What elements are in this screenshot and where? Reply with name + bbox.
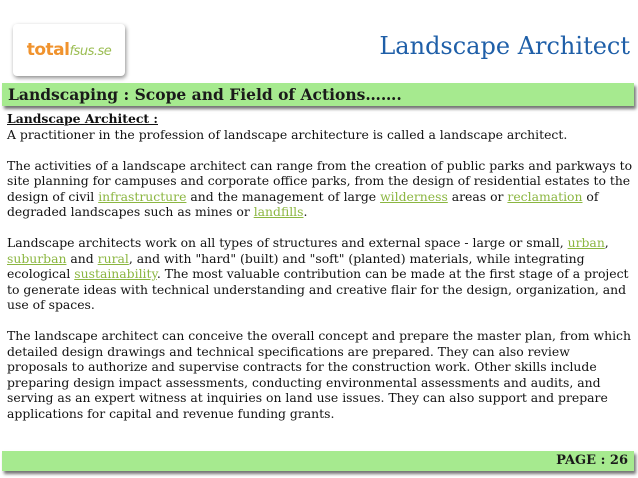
- text-span: ,: [604, 235, 609, 250]
- paragraph-activities: [7, 158, 633, 220]
- text-span: , and with "hard" (built) and "soft" (planted) materials, while integrating ecological: [7, 250, 585, 281]
- text-span: The activities of a landscape architect can range from the creation of public parks and parkways to site planning for campuses and corporate office parks, from the design of residential estates to the design of civil: [7, 157, 633, 204]
- section-heading-bar: [2, 83, 634, 106]
- text-span: .: [303, 204, 308, 219]
- main-content: [7, 111, 633, 421]
- logo-text-part1: total: [26, 40, 70, 60]
- link-rural[interactable]: rural: [97, 250, 129, 266]
- footer-bar: [2, 451, 634, 471]
- link-wilderness[interactable]: wilderness: [380, 188, 448, 204]
- text-span: and: [66, 250, 98, 266]
- link-infrastructure[interactable]: infrastructure: [98, 188, 187, 204]
- subheading: Landscape Architect :: [7, 111, 158, 126]
- page-title: Landscape Architect: [379, 32, 630, 60]
- logo-text: [27, 40, 112, 60]
- section-heading: Landscaping : Scope and Field of Actions…….: [8, 85, 402, 104]
- link-sustainability[interactable]: sustainability: [74, 266, 157, 281]
- paragraph-intro: [7, 111, 633, 142]
- link-suburban[interactable]: suburban: [7, 250, 67, 266]
- link-reclamation[interactable]: reclamation: [507, 188, 583, 204]
- paragraph-master-plan: The landscape architect can conceive the overall concept and prepare the master plan, from which detailed design drawings and technical specifications are prepared. They can also review proposals to authorize and supervise contracts for the construction work. Other skills include preparing design impact assessments, conducting environmental assessments and audits, and serving as an expert witness at inquiries on land use issues. They can also support and prepare applications for capital and revenue funding grants.: [7, 328, 631, 421]
- text-span: . The most valuable contribution can be made at the first stage of a project to generate ideas with technical understanding and creative flair for the design, organization, and use of spaces.: [7, 266, 629, 312]
- text-span: Landscape architects work on all types of structures and external space - large or small,: [7, 235, 568, 250]
- intro-text: A practitioner in the profession of landscape architecture is called a landscape architect.: [7, 126, 568, 142]
- text-span: areas or: [447, 188, 508, 204]
- paragraph-structures: [7, 235, 633, 313]
- logo: [13, 24, 125, 76]
- text-span: of degraded landscapes such as mines or: [7, 188, 599, 219]
- page-number: PAGE : 26: [556, 453, 628, 468]
- logo-text-part2: fsus.se: [69, 44, 112, 59]
- link-landfills[interactable]: landfills: [253, 204, 304, 219]
- text-span: and the management of large: [186, 188, 381, 204]
- link-urban[interactable]: urban: [567, 235, 605, 250]
